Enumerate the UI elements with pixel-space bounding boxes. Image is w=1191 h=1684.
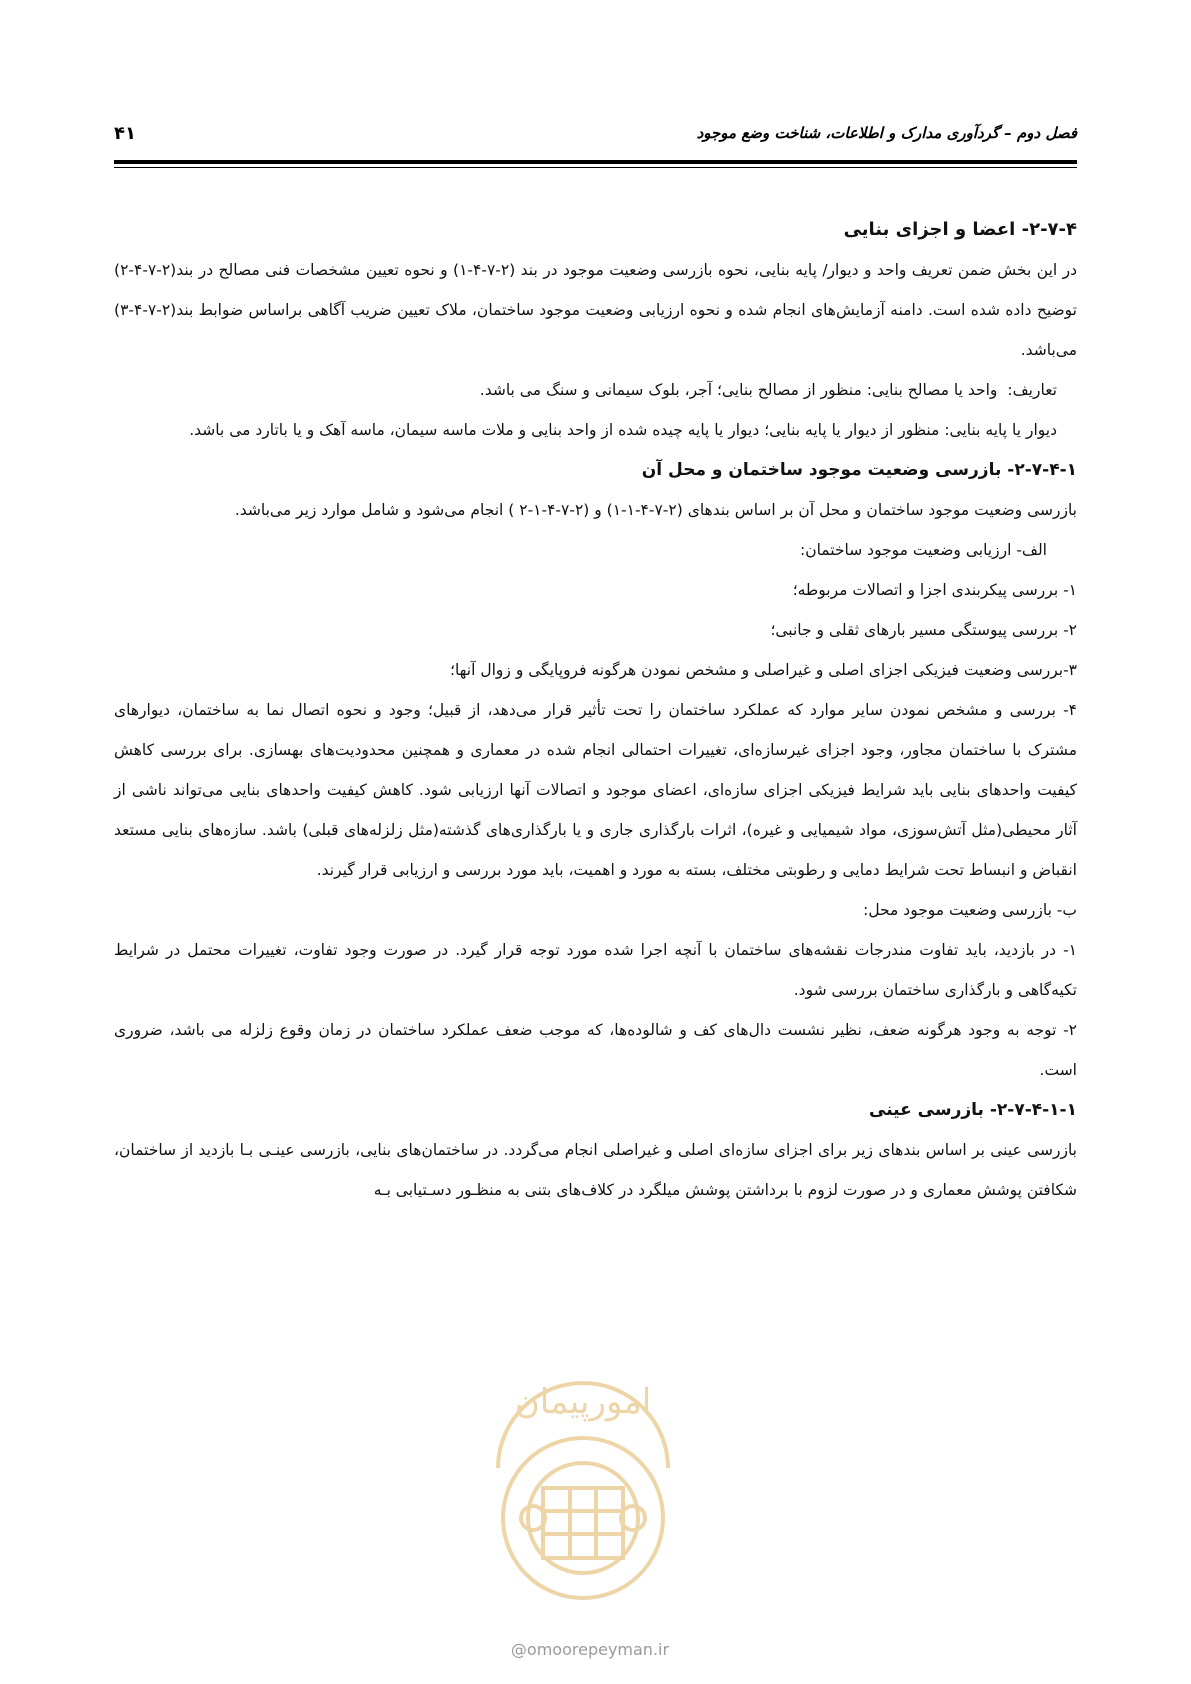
watermark-url: @omoorepeyman.ir [510, 1640, 670, 1659]
part-b-item: ۲- توجه به وجود هرگونه ضعف، نظیر نشست دال‌های کف و شالوده‌ها، که موجب ضعف عملکرد ساختمان در زمان وقوع زلزله می باشد، ضروری است. [114, 1021, 1077, 1079]
part-a-title: الف- ارزیابی وضعیت موجود ساختمان: [799, 541, 1047, 559]
header-rule-thin [114, 167, 1077, 168]
subsection-heading: ۲-۷-۴-۱- بازرسی وضعیت موجود ساختمان و محل آن [641, 460, 1077, 480]
watermark-logo-text: امورپیمان [514, 1382, 652, 1422]
definition-unit [114, 370, 1077, 410]
watermark-seal-icon [478, 1318, 688, 1618]
section-intro: در این بخش ضمن تعریف واحد و دیوار/ پایه بنایی، نحوه بازرسی وضعیت موجود در بند (۲-۷-۴-۱) و نحوه تعیین مشخصات فنی مصالح در بند(۲-۷-۴-۲) توضیح داده شده است. دامنه آزمایش‌های انجام شده و نحوه ارزیابی وضعیت موجود ساختمان، ملاک تعیین ضریب آگاهی براساس ضوابط بند(۲-۷-۴-۳) می‌باشد. [114, 261, 1077, 359]
subsection-intro: بازرسی وضعیت موجود ساختمان و محل آن بر اساس بندهای (۲-۷-۴-۱-۱) و (۲-۷-۴-۱-۲ ) انجام می‌شود و شامل موارد زیر می‌باشد. [234, 501, 1077, 519]
part-b-title: ب- بازرسی وضعیت موجود محل: [863, 901, 1077, 919]
part-a-item: ۳-بررسی وضعیت فیزیکی اجزای اصلی و غیراصلی و مشخص نمودن هرگونه فروپایگی و زوال آنها؛ [450, 661, 1077, 679]
part-a-item: ۱- بررسی پیکربندی اجزا و اتصالات مربوطه؛ [792, 581, 1077, 599]
definition-unit-text: واحد یا مصالح بنایی: منظور از مصالح بنایی؛ آجر، بلوک سیمانی و سنگ می باشد. [479, 381, 998, 399]
subsubsection-heading: ۲-۷-۴-۱-۱- بازرسی عینی [869, 1100, 1077, 1120]
chapter-title: فصل دوم – گردآوری مدارک و اطلاعات، شناخت وضع موجود [696, 124, 1077, 142]
definitions-label: تعاریف: [1007, 381, 1057, 399]
section-heading: ۲-۷-۴- اعضا و اجزای بنایی [843, 219, 1077, 240]
definition-wall: دیوار یا پایه بنایی: منظور از دیوار یا پایه بنایی؛ دیوار یا پایه چیده شده از واحد بنایی و ملات ماسه سیمان، ماسه آهک و یا باتارد می باشد. [189, 421, 1057, 439]
header-rule-thick [114, 160, 1077, 164]
part-a-item: ۲- بررسی پیوستگی مسیر بارهای ثقلی و جانبی؛ [770, 621, 1077, 639]
subsubsection-text: بازرسی عینی بر اساس بندهای زیر برای اجزای سازه‌ای اصلی و غیراصلی انجام می‌گردد. در ساختمان‌های بنایی، بازرسی عینـی بـا بازدید از ساختمان، شکافتن پوشش معماری و در صورت لزوم با برداشتن پوشش میلگرد در کلاف‌های بتنی به منظـور دسـتیابی بـه [114, 1141, 1077, 1199]
part-a-item: ۴- بررسی و مشخص نمودن سایر موارد که عملکرد ساختمان را تحت تأثیر قرار می‌دهد، از قبیل؛ وجود و نحوه اتصال نما به ساختمان، دیوارهای مشترک با ساختمان مجاور، وجود اجزای غیرسازه‌ای، تغییرات احتمالی انجام شده در معماری و همچنین محدودیت‌های بهسازی. برای بررسی کاهش کیفیت واحدهای بنایی باید شرایط فیزیکی اجزای سازه‌ای، اعضای موجود و اتصالات آنها ارزیابی شود. کاهش کیفیت واحدهای بنایی می‌تواند ناشی از آثار محیطی(مثل آتش‌سوزی، مواد شیمیایی و غیره)، اثرات بارگذاری جاری و یا بارگذاری‌های گذشته(مثل زلزله‌های قبلی) باشد. سازه‌های بنایی مستعد انقباض و انبساط تحت شرایط دمایی و رطوبتی مختلف، بسته به مورد و اهمیت، باید مورد بررسی و ارزیابی قرار گیرند. [114, 701, 1077, 879]
page-body [114, 210, 1077, 1210]
page-number: ۴۱ [114, 122, 136, 144]
part-b-item: ۱- در بازدید، باید تفاوت مندرجات نقشه‌های ساختمان با آنچه اجرا شده مورد توجه قرار گیرد. در صورت وجود تفاوت، تغییرات محتمل در شرایط تکیه‌گاهی و بارگذاری ساختمان بررسی شود. [114, 941, 1077, 999]
page-header [114, 118, 1077, 148]
